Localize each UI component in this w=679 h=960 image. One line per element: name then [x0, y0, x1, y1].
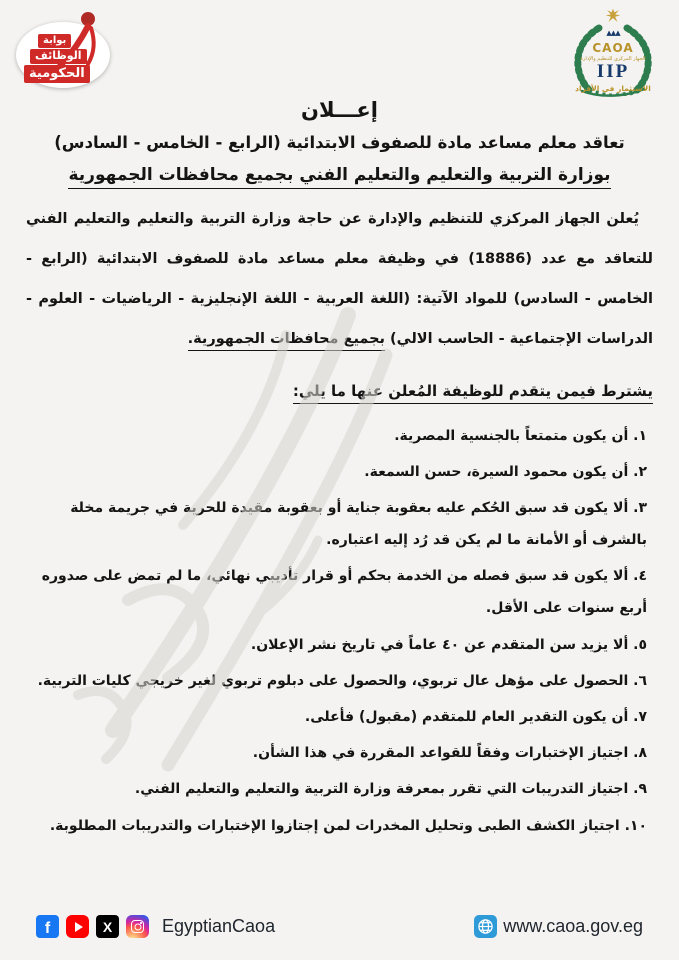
announcement-title: إعـــلان — [301, 98, 378, 122]
conditions-list — [26, 420, 653, 842]
condition-item-2: ٢. أن يكون محمود السيرة، حسن السمعة. — [364, 463, 647, 480]
facebook-glyph: f — [44, 920, 51, 938]
logo-text-hokomia: الحكومية — [24, 65, 90, 83]
ministry-line — [26, 165, 653, 185]
facebook-icon[interactable] — [36, 915, 59, 938]
logo-text-bawaba: بوابة — [38, 34, 71, 48]
logo-text-wazaef: الوظائف — [30, 49, 87, 64]
instagram-icon[interactable] — [126, 915, 149, 938]
condition-item-10: ١٠. اجتياز الكشف الطبى وتحليل المخدرات لمن إجتازوا الإختبارات والتدريبات المطلوبة. — [49, 817, 647, 834]
website-url[interactable]: www.caoa.gov.eg — [503, 916, 643, 936]
government-jobs-portal-logo — [14, 8, 114, 96]
conditions-heading-text: يشترط فيمن يتقدم للوظيفة المُعلن عنها ما يلي: — [293, 382, 653, 404]
caoa-org-name-arabic: الجهاز المركزي للتنظيم والإدارة — [580, 56, 646, 62]
pyramids-icon: ▲▲▲ — [606, 29, 620, 37]
condition-item-7: ٧. أن يكون التقدير العام للمتقدم (مقبول) فأعلى. — [304, 709, 647, 725]
condition-item-8: ٨. اجتياز الإختبارات وفقاً للقواعد المقررة في هذا الشأن. — [252, 745, 647, 762]
condition-item-1: ١. أن يكون متمتعاً بالجنسية المصرية. — [394, 427, 647, 444]
x-glyph: X — [102, 918, 113, 935]
iip-text: IIP — [596, 61, 630, 82]
intro-underlined-text: بجميع محافظات الجمهورية. — [188, 331, 385, 351]
x-twitter-icon[interactable] — [96, 915, 119, 938]
condition-item-6: ٦. الحصول على مؤهل عال تربوي، والحصول على دبلوم تربوي لغير خريجي كليات التربية. — [37, 672, 647, 689]
condition-item-3: ٣. ألا يكون قد سبق الحُكم عليه بعقوبة جناية أو بعقوبة مقيدة للحرية في جريمة مخلة بالشرف أو الأمانة ما لم يكن قد رُد إليه اعتباره. — [70, 499, 647, 549]
website-group — [474, 915, 643, 938]
condition-item-5: ٥. ألا يزيد سن المتقدم عن ٤٠ عاماً في تاريخ نشر الإعلان. — [250, 636, 647, 653]
document-footer — [0, 915, 679, 938]
document-content — [0, 98, 679, 842]
youtube-icon[interactable] — [66, 915, 89, 938]
announcement-subtitle: تعاقد معلم مساعد مادة للصفوف الابتدائية (الرابع - الخامس - السادس) — [54, 133, 625, 152]
social-handle[interactable]: EgyptianCaoa — [162, 916, 276, 936]
caoa-logo — [561, 8, 665, 100]
conditions-heading — [26, 382, 653, 400]
document-header — [0, 0, 679, 96]
caoa-acronym: CAOA — [592, 41, 634, 55]
condition-item-4: ٤. ألا يكون قد سبق فصله من الخدمة بحكم أو قرار تأديبي نهائي، ما لم تمض على صدوره أربع سنوات على الأقل. — [41, 568, 647, 617]
social-media-group — [36, 915, 275, 938]
intro-text: يُعلن الجهاز المركزي للتنظيم والإدارة عن حاجة وزارة التربية والتعليم والتعليم الفني للتعاقد مع عدد (18886) في وظيفة معلم مساعد مادة للصفوف الابتدائية (الرابع - الخامس - السادس) للمواد الآتية: (اللغة العربية - اللغة الإنجليزية - الرياضيات - العلوم - الدراسات الإجتماعية - الحاسب الالي) — [26, 211, 653, 347]
caoa-tagline-arabic: الاستثمار في الأفراد — [575, 84, 651, 93]
globe-icon[interactable] — [474, 915, 497, 938]
camera-icon — [131, 920, 144, 933]
condition-item-9: ٩. اجتياز التدريبات التي تقرر بمعرفة وزارة التربية والتعليم والتعليم الفني. — [134, 781, 647, 798]
ministry-line-text: بوزارة التربية والتعليم والتعليم الفني بجميع محافظات الجمهورية — [68, 165, 610, 189]
play-triangle-icon — [75, 922, 83, 932]
intro-paragraph — [26, 200, 653, 360]
